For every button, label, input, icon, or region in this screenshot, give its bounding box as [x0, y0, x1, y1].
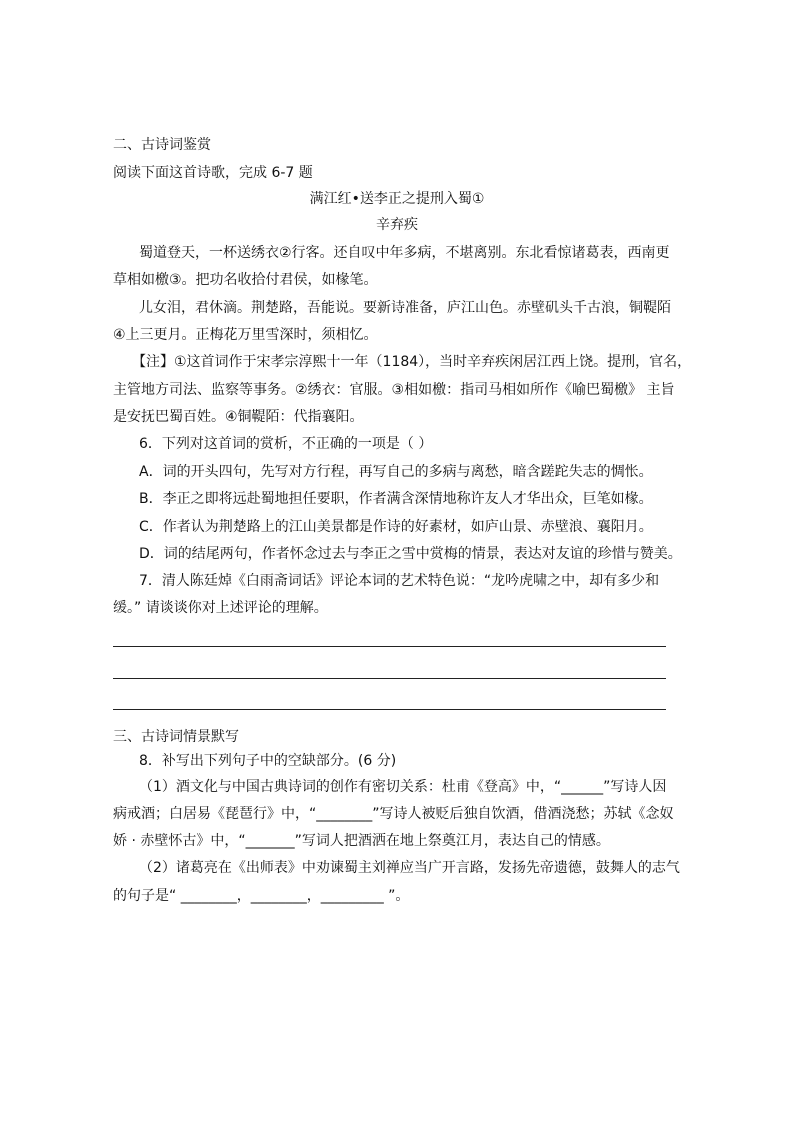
- question-6-option-d: D．词的结尾两句，作者怀念过去与李正之雪中赏梅的情景，表达对友谊的珍惜与赞美。: [139, 546, 682, 562]
- notes-line-2: 主管地方司法、监察等事务。②绣衣：官服。③相如檄：指司马相如所作《喻巴蜀檄》 主旨: [113, 382, 675, 398]
- reading-instruction: 阅读下面这首诗歌，完成 6-7 题: [113, 165, 313, 181]
- answer-line-3[interactable]: [113, 709, 666, 710]
- question-6-stem: 6．下列对这首词的赏析，不正确的一项是（ ）: [139, 436, 433, 452]
- question-8-part-1-line-1: （1）酒文化与中国古典诗词的创作有密切关系：杜甫《登高》中，“______”写诗人因: [139, 779, 667, 795]
- poem-stanza-2-line-1: 儿女泪，君休滴。荆楚路，吾能说。要新诗准备，庐江山色。赤壁矶头千古浪，铜鞮陌: [139, 300, 671, 316]
- answer-line-1[interactable]: [113, 646, 666, 647]
- notes-line-3: 是安抚巴蜀百姓。④铜鞮陌：代指襄阳。: [113, 409, 364, 425]
- section-2-heading: 二、古诗词鉴赏: [113, 137, 211, 153]
- poem-stanza-1-line-1: 蜀道登天，一杯送绣衣②行客。还自叹中年多病，不堪离别。东北看惊诸葛表，西南更: [139, 245, 670, 261]
- poem-stanza-1-line-2: 草相如檄③。把功名收拾付君侯，如椽笔。: [113, 272, 378, 288]
- poem-stanza-2-line-2: ④上三更月。正梅花万里雪深时，须相忆。: [113, 327, 378, 343]
- question-7-line-2: 缓。” 请谈谈你对上述评论的理解。: [113, 600, 328, 616]
- question-8-part-1-line-3: 娇 · 赤壁怀古》中，“_______”写词人把酒洒在地上祭奠江月，表达自己的情感。: [113, 833, 610, 849]
- answer-line-2[interactable]: [113, 678, 666, 679]
- notes-line-1: 【注】①这首词作于宋孝宗淳熙十一年（1184），当时辛弃疾闲居江西上饶。提刑，官名，: [132, 354, 692, 370]
- question-8-stem: 8．补写出下列句子中的空缺部分。(6 分): [139, 753, 397, 769]
- question-6-option-b: B．李正之即将远赴蜀地担任要职，作者满含深情地称许友人才华出众，巨笔如椽。: [139, 491, 653, 507]
- poem-title: 满江红•送李正之提刑入蜀①: [309, 191, 485, 207]
- question-8-part-2-line-1: （2）诸葛亮在《出师表》中劝谏蜀主刘禅应当广开言路，发扬先帝遗德，鼓舞人的志气: [139, 860, 680, 876]
- question-6-option-c: C．作者认为荆楚路上的江山美景都是作诗的好素材，如庐山景、赤壁浪、襄阳月。: [139, 519, 653, 535]
- question-8-part-2-line-2: 的句子是“ ________，________，_________ ”。: [113, 888, 410, 904]
- question-8-part-1-line-2: 病戒酒；白居易《琵琶行》中，“________”写诗人被贬后独自饮酒，借酒浇愁；苏轼《念奴: [113, 806, 674, 822]
- section-3-heading: 三、古诗词情景默写: [113, 729, 239, 745]
- question-7-line-1: 7．清人陈廷焯《白雨斋词话》评论本词的艺术特色说：“龙吟虎啸之中，却有多少和: [139, 573, 660, 589]
- question-6-option-a: A．词的开头四句，先写对方行程，再写自己的多病与离愁，暗含蹉跎失志的惆怅。: [139, 464, 653, 480]
- poem-author: 辛弃疾: [376, 217, 418, 233]
